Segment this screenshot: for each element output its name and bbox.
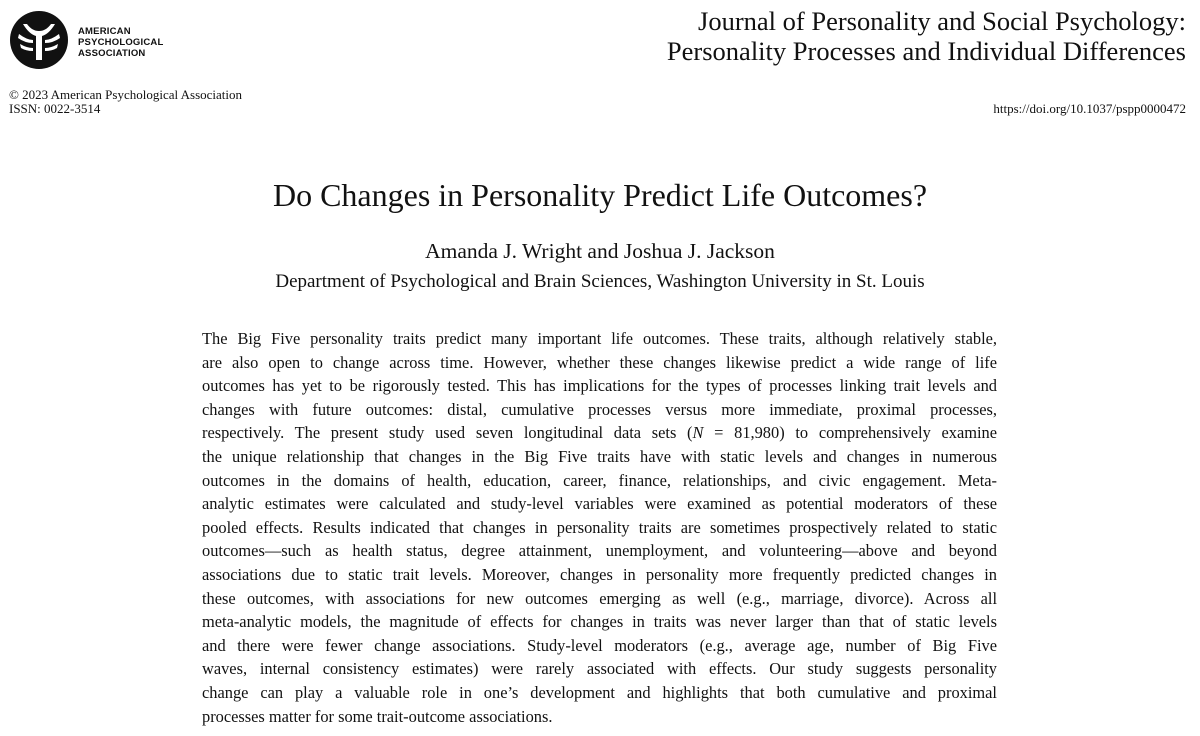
abstract-line: The Big Five personality traits predict many important life outcomes. These traits, although relatively stable, — [202, 329, 997, 348]
page-header — [0, 0, 1200, 120]
author-list: Amanda J. Wright and Joshua J. Jackson — [425, 239, 775, 263]
sample-size-value: = 81,980) to comprehensively examine — [703, 423, 998, 443]
journal-title — [667, 6, 1186, 66]
abstract-line: pooled effects. Results indicated that changes in personality traits are sometimes prospectively related to static — [202, 517, 997, 537]
abstract-line: processes matter for some trait-outcome associations. — [202, 706, 553, 726]
abstract-line — [202, 421, 997, 445]
sample-size-symbol: N — [692, 423, 704, 443]
journal-title-line: Personality Processes and Individual Differences — [666, 36, 1186, 66]
abstract-line: outcomes in the domains of health, education, career, finance, relationships, and civic engagement. Meta- — [202, 470, 997, 490]
abstract-line: the unique relationship that changes in the Big Five traits have with static levels and changes in numerous — [202, 446, 997, 466]
abstract-line: associations due to static trait levels. Moreover, changes in personality more frequently predicted changes in — [202, 564, 997, 584]
copyright-block — [9, 88, 242, 116]
doi-link[interactable]: https://doi.org/10.1037/pspp0000472 — [993, 101, 1186, 116]
abstract-line: analytic estimates were calculated and study-level variables were examined as potential moderators of these — [202, 494, 997, 514]
abstract-line: outcomes—such as health status, degree attainment, unemployment, and volunteering—above and beyond — [202, 541, 997, 561]
publisher-name-line: AMERICAN — [78, 26, 131, 37]
publisher-name — [78, 26, 163, 59]
abstract-line: are also open to change across time. However, whether these changes likewise predict a wide range of life — [202, 352, 997, 372]
abstract-line-text: respectively. The present study used seven longitudinal data sets ( — [202, 423, 693, 443]
publisher-name-line: ASSOCIATION — [78, 48, 146, 59]
abstract-line: waves, internal consistency estimates) were rarely associated with effects. Our study suggests personality — [202, 659, 997, 679]
author-affiliation: Department of Psychological and Brain Sciences, Washington University in St. Louis — [275, 271, 925, 292]
issn-text: ISSN: 0022-3514 — [9, 101, 101, 116]
abstract-line: change can play a valuable role in one’s development and highlights that both cumulative and proximal — [202, 682, 997, 702]
publisher-name-line: PSYCHOLOGICAL — [78, 37, 164, 48]
article-title: Do Changes in Personality Predict Life Outcomes? — [272, 177, 928, 213]
copyright-text: © 2023 American Psychological Association — [9, 87, 243, 102]
abstract-line: changes with future outcomes: distal, cumulative processes versus more immediate, proximal processes, — [202, 399, 997, 419]
abstract-line: these outcomes, with associations for new outcomes emerging as well (e.g., marriage, divorce). Across all — [202, 588, 997, 608]
journal-title-line: Journal of Personality and Social Psychology: — [698, 6, 1186, 36]
abstract-line: and there were fewer change associations. Study-level moderators (e.g., average age, number of Big Five — [202, 635, 997, 655]
apa-logo-icon — [9, 10, 69, 70]
abstract-line: outcomes has yet to be rigorously tested. This has implications for the types of processes linking trait levels and — [202, 376, 997, 396]
abstract-line: meta-analytic models, the magnitude of effects for changes in traits was never larger than that of static levels — [202, 612, 997, 632]
abstract — [202, 327, 997, 728]
